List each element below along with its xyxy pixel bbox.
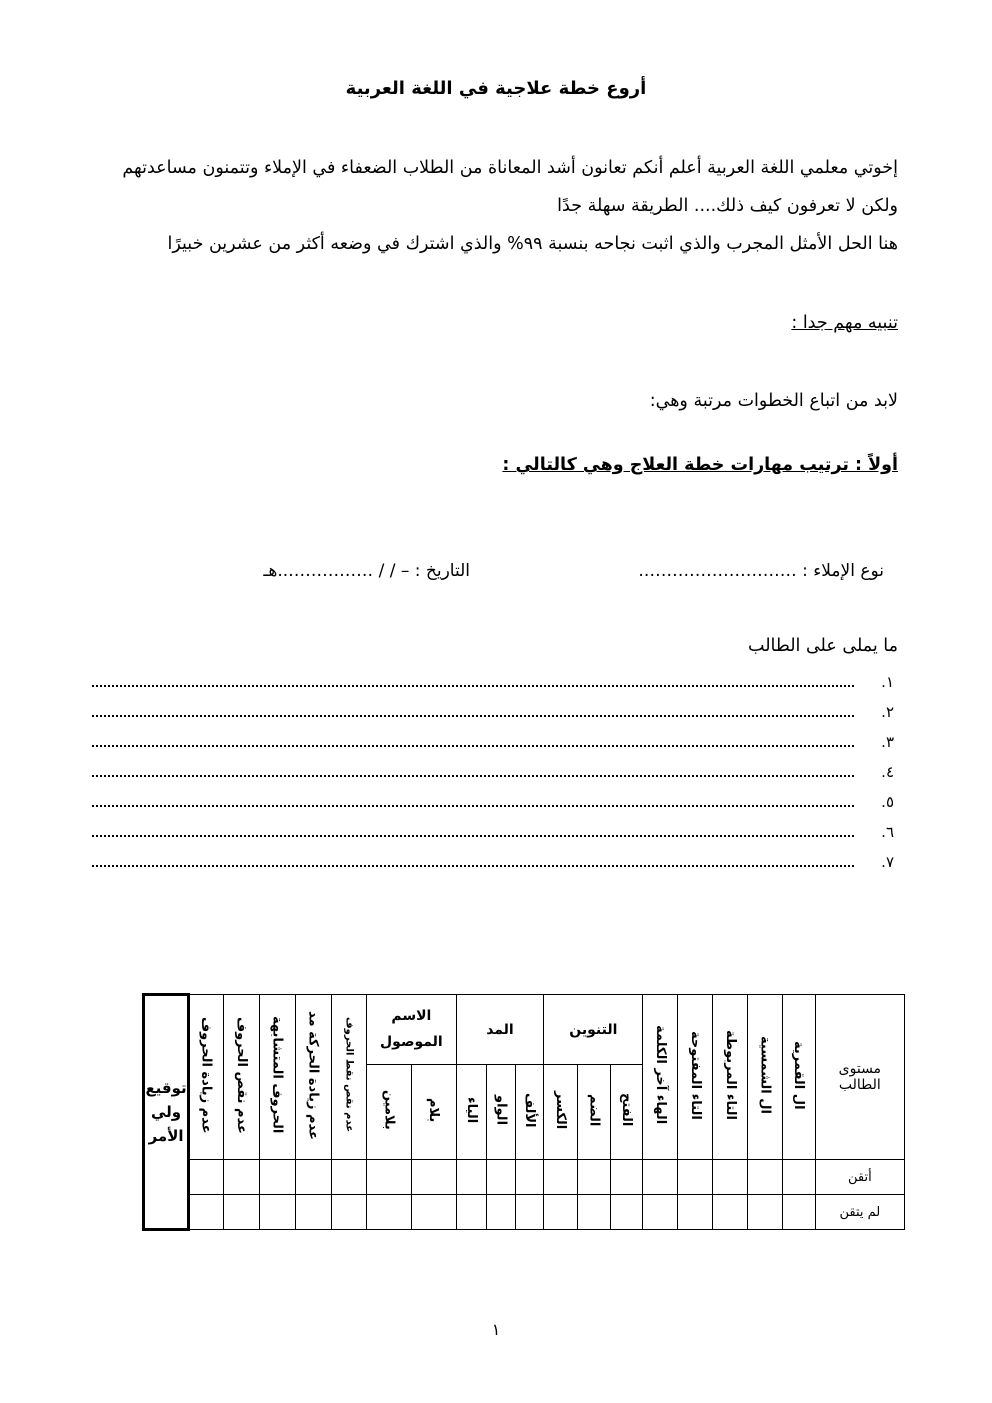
date-line: التاريخ : – / / ……………..هـ (263, 561, 470, 581)
dictation-line-6[interactable] (92, 823, 898, 843)
dictation-line-2[interactable] (92, 703, 898, 723)
col-tanween-damm: الضم (577, 1065, 610, 1160)
line-number: ٣. (881, 733, 894, 751)
dictation-line-3[interactable] (92, 733, 898, 753)
line-number: ٢. (881, 703, 894, 721)
intro-line-2: ولكن لا تعرفون كيف ذلك.... الطريقة سهلة جدًا (557, 196, 898, 216)
steps-intro: لابد من اتباع الخطوات مرتبة وهي: (649, 391, 898, 411)
col-madd-waw: الواو (487, 1065, 516, 1160)
document-title: أروع خطة علاجية في اللغة العربية (345, 78, 647, 99)
col-two-lams: بلامين (367, 1065, 412, 1160)
line-number: ١. (881, 673, 894, 691)
skills-table (87, 993, 905, 1231)
col-taa-marbuta: التاء المربوطة (713, 995, 748, 1160)
row-label-not-mastered: لم يتقن (815, 1195, 904, 1230)
dictation-line-7[interactable] (92, 853, 898, 873)
line-number: ٧. (881, 853, 894, 871)
intro-line-3: هنا الحل الأمثل المجرب والذي اثبت نجاحه بنسبة ٩٩% والذي اشترك في وضعه أكثر من عشرين خبيرًا (167, 234, 898, 254)
dictated-label: ما يملى على الطالب (748, 636, 898, 656)
level-header: مستوى الطالب (815, 995, 904, 1160)
line-number: ٥. (881, 793, 894, 811)
col-no-extra-vowel: عدم زيادة الحركة مد (295, 995, 331, 1160)
col-haa-end: الهاء آخر الكلمة (643, 995, 678, 1160)
intro-line-1: إخوتي معلمي اللغة العربية أعلم أنكم تعانون أشد المعاناة من الطلاب الضعفاء في الإملاء وتتمنون مساعدتهم (122, 158, 898, 178)
line-number: ٦. (881, 823, 894, 841)
col-one-lam: بلام (411, 1065, 456, 1160)
col-tanween-kasr: الكسر (544, 1065, 577, 1160)
col-taa-maftuha: التاء المفتوحة (678, 995, 713, 1160)
col-similar-letters: الحروف المتشابهة (259, 995, 295, 1160)
col-no-missing-letters: عدم نقص الحروف (223, 995, 259, 1160)
col-no-dots-missing: عدم نقص نقط الحروف (331, 995, 367, 1160)
col-madd-yaa: الياء (456, 1065, 487, 1160)
col-tanween: التنوين (544, 995, 643, 1065)
dictation-line-5[interactable] (92, 793, 898, 813)
page-number: ١ (491, 1320, 501, 1339)
col-qamariya: ال القمرية (782, 995, 815, 1160)
notice-heading: تنبيه مهم جدا : (791, 313, 898, 333)
first-step-heading: أولاً : ترتيب مهارات خطة العلاج وهي كالتالي : (502, 455, 898, 475)
row-label-mastered: أتقن (815, 1160, 904, 1195)
dictation-line-4[interactable] (92, 763, 898, 783)
line-number: ٤. (881, 763, 894, 781)
col-madd-alif: الألف (515, 1065, 544, 1160)
dictation-line-1[interactable] (92, 673, 898, 693)
col-tanween-fath: الفتح (610, 1065, 642, 1160)
dictation-type: نوع الإملاء : ………………………. (638, 561, 884, 581)
col-relative-pronoun: الاسم الموصول (367, 995, 456, 1065)
col-no-extra-letters: عدم زيادة الحروف (188, 995, 223, 1160)
col-madd: المد (456, 995, 544, 1065)
col-shamsiya: ال الشمسية (748, 995, 782, 1160)
guardian-signature: توقيع ولي الأمر (144, 995, 188, 1230)
